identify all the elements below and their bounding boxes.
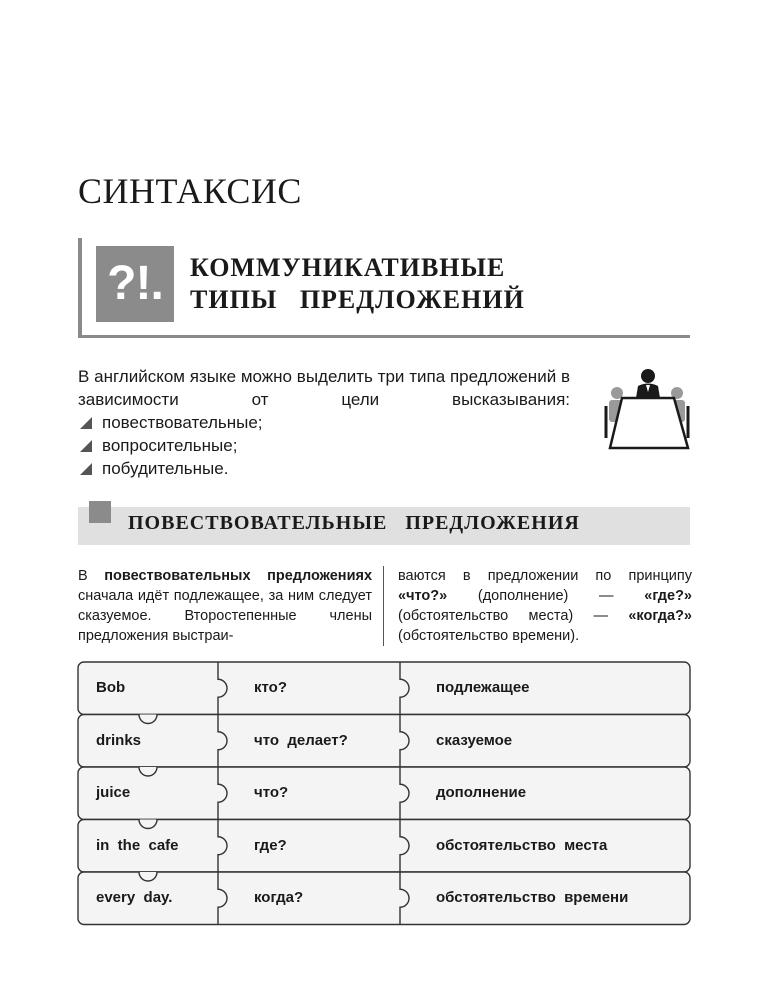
list-item-label: вопросительные; (102, 436, 238, 455)
table-cell-question: что? (254, 784, 289, 802)
table-cell-word: Bob (96, 679, 126, 697)
table-row-piece (78, 715, 690, 768)
table-cell-word: in the cafe (96, 836, 179, 854)
section-title: ПОВЕСТВОВАТЕЛЬНЫЕ ПРЕДЛОЖЕНИЯ (128, 512, 580, 534)
question-what: «что?» (398, 588, 448, 604)
description-column-left: В повествовательных предложениях сначала идёт подлежащее, за ним следует сказуемое. Второстепенные члены предложения выстраи- (78, 568, 373, 644)
table-cell-question: кто? (254, 679, 287, 697)
table-cell-role: дополнение (436, 784, 527, 802)
table-cell-role: подлежащее (436, 679, 530, 697)
table-cell-role: обстоятельство места (436, 836, 608, 854)
description-column-right: ваются в предложении по принципу «что?» (дополнение) — «где?» (обстоятельство места) — «когда?» (обстоятельство времени). (398, 568, 692, 644)
bold-term: повествовательных предложениях (104, 568, 373, 584)
punctuation-icon: ?!. (96, 246, 174, 322)
table-cell-word: juice (96, 784, 131, 802)
question-when: «когда?» (628, 608, 692, 624)
table-cell-word: drinks (96, 731, 142, 749)
list-item-label: побудительные. (102, 459, 229, 478)
topic-title-line2: ТИПЫ ПРЕДЛОЖЕНИЙ (190, 285, 525, 314)
chapter-title: СИНТАКСИС (78, 171, 302, 211)
topic-title-line1: КОММУНИКАТИВНЫЕ (190, 253, 506, 282)
table-row-piece (78, 767, 690, 820)
intro-text: В английском языке можно выделить три типа предложений в зависимости от цели высказывания: (78, 367, 570, 409)
table-cell-question: где? (254, 836, 287, 854)
table-row-piece (78, 662, 690, 715)
table-cell-role: сказуемое (436, 731, 513, 749)
table-cell-word: every day. (96, 889, 173, 907)
table-cell-question: когда? (254, 889, 304, 907)
list-item-label: повествовательные; (102, 413, 263, 432)
question-where: «где?» (644, 588, 692, 604)
table-cell-question: что делает? (254, 731, 348, 749)
table-cell-role: обстоятельство времени (436, 889, 629, 907)
